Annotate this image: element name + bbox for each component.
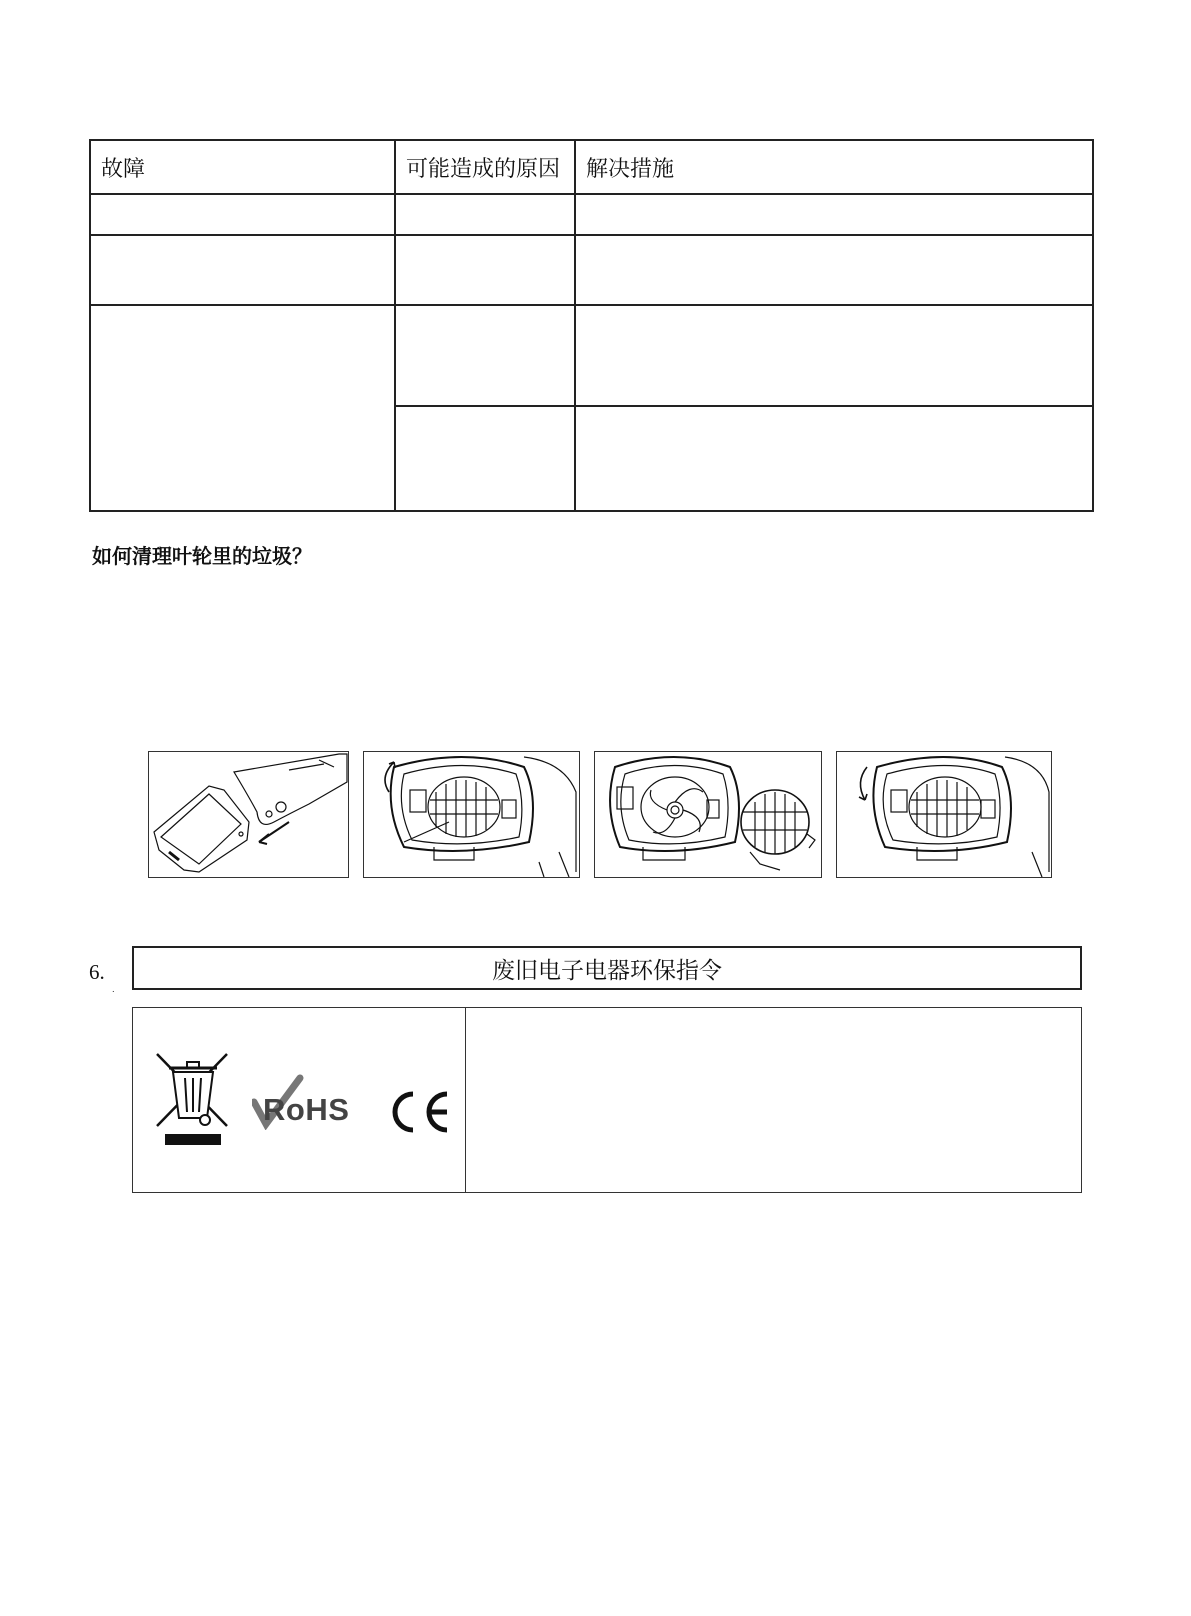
table-cell — [395, 235, 575, 305]
rotate-grille-open-illustration — [363, 751, 580, 878]
section-dot: . — [112, 985, 115, 994]
divider — [465, 1008, 466, 1192]
remove-cover-illustration — [148, 751, 349, 878]
cleaning-heading: 如何清理叶轮里的垃圾？ — [92, 544, 312, 568]
rotate-grille-close-illustration — [836, 751, 1052, 878]
crossed-bin-icon — [155, 1050, 231, 1146]
table-cell — [395, 406, 575, 511]
table-cell — [90, 235, 395, 305]
header-fault: 故障 — [90, 140, 395, 194]
table-header-row — [90, 140, 1093, 194]
ce-mark-icon — [385, 1089, 451, 1135]
weee-title: 废旧电子电器环保指令 — [132, 946, 1082, 990]
header-solution: 解决措施 — [575, 140, 1093, 194]
table-cell — [575, 235, 1093, 305]
table-cell — [575, 194, 1093, 235]
table-row — [90, 305, 1093, 406]
header-cause: 可能造成的原因 — [395, 140, 575, 194]
section-number: 6. — [89, 960, 105, 984]
table-cell — [575, 406, 1093, 511]
table-row — [90, 194, 1093, 235]
rohs-logo-text: RoHS — [263, 1092, 350, 1127]
table-cell — [395, 305, 575, 406]
table-cell — [395, 194, 575, 235]
impeller-exposed-illustration — [594, 751, 822, 878]
troubleshooting-table — [89, 139, 1094, 512]
table-cell — [575, 305, 1093, 406]
table-cell — [90, 194, 395, 235]
table-cell — [90, 305, 395, 511]
table-row — [90, 235, 1093, 305]
